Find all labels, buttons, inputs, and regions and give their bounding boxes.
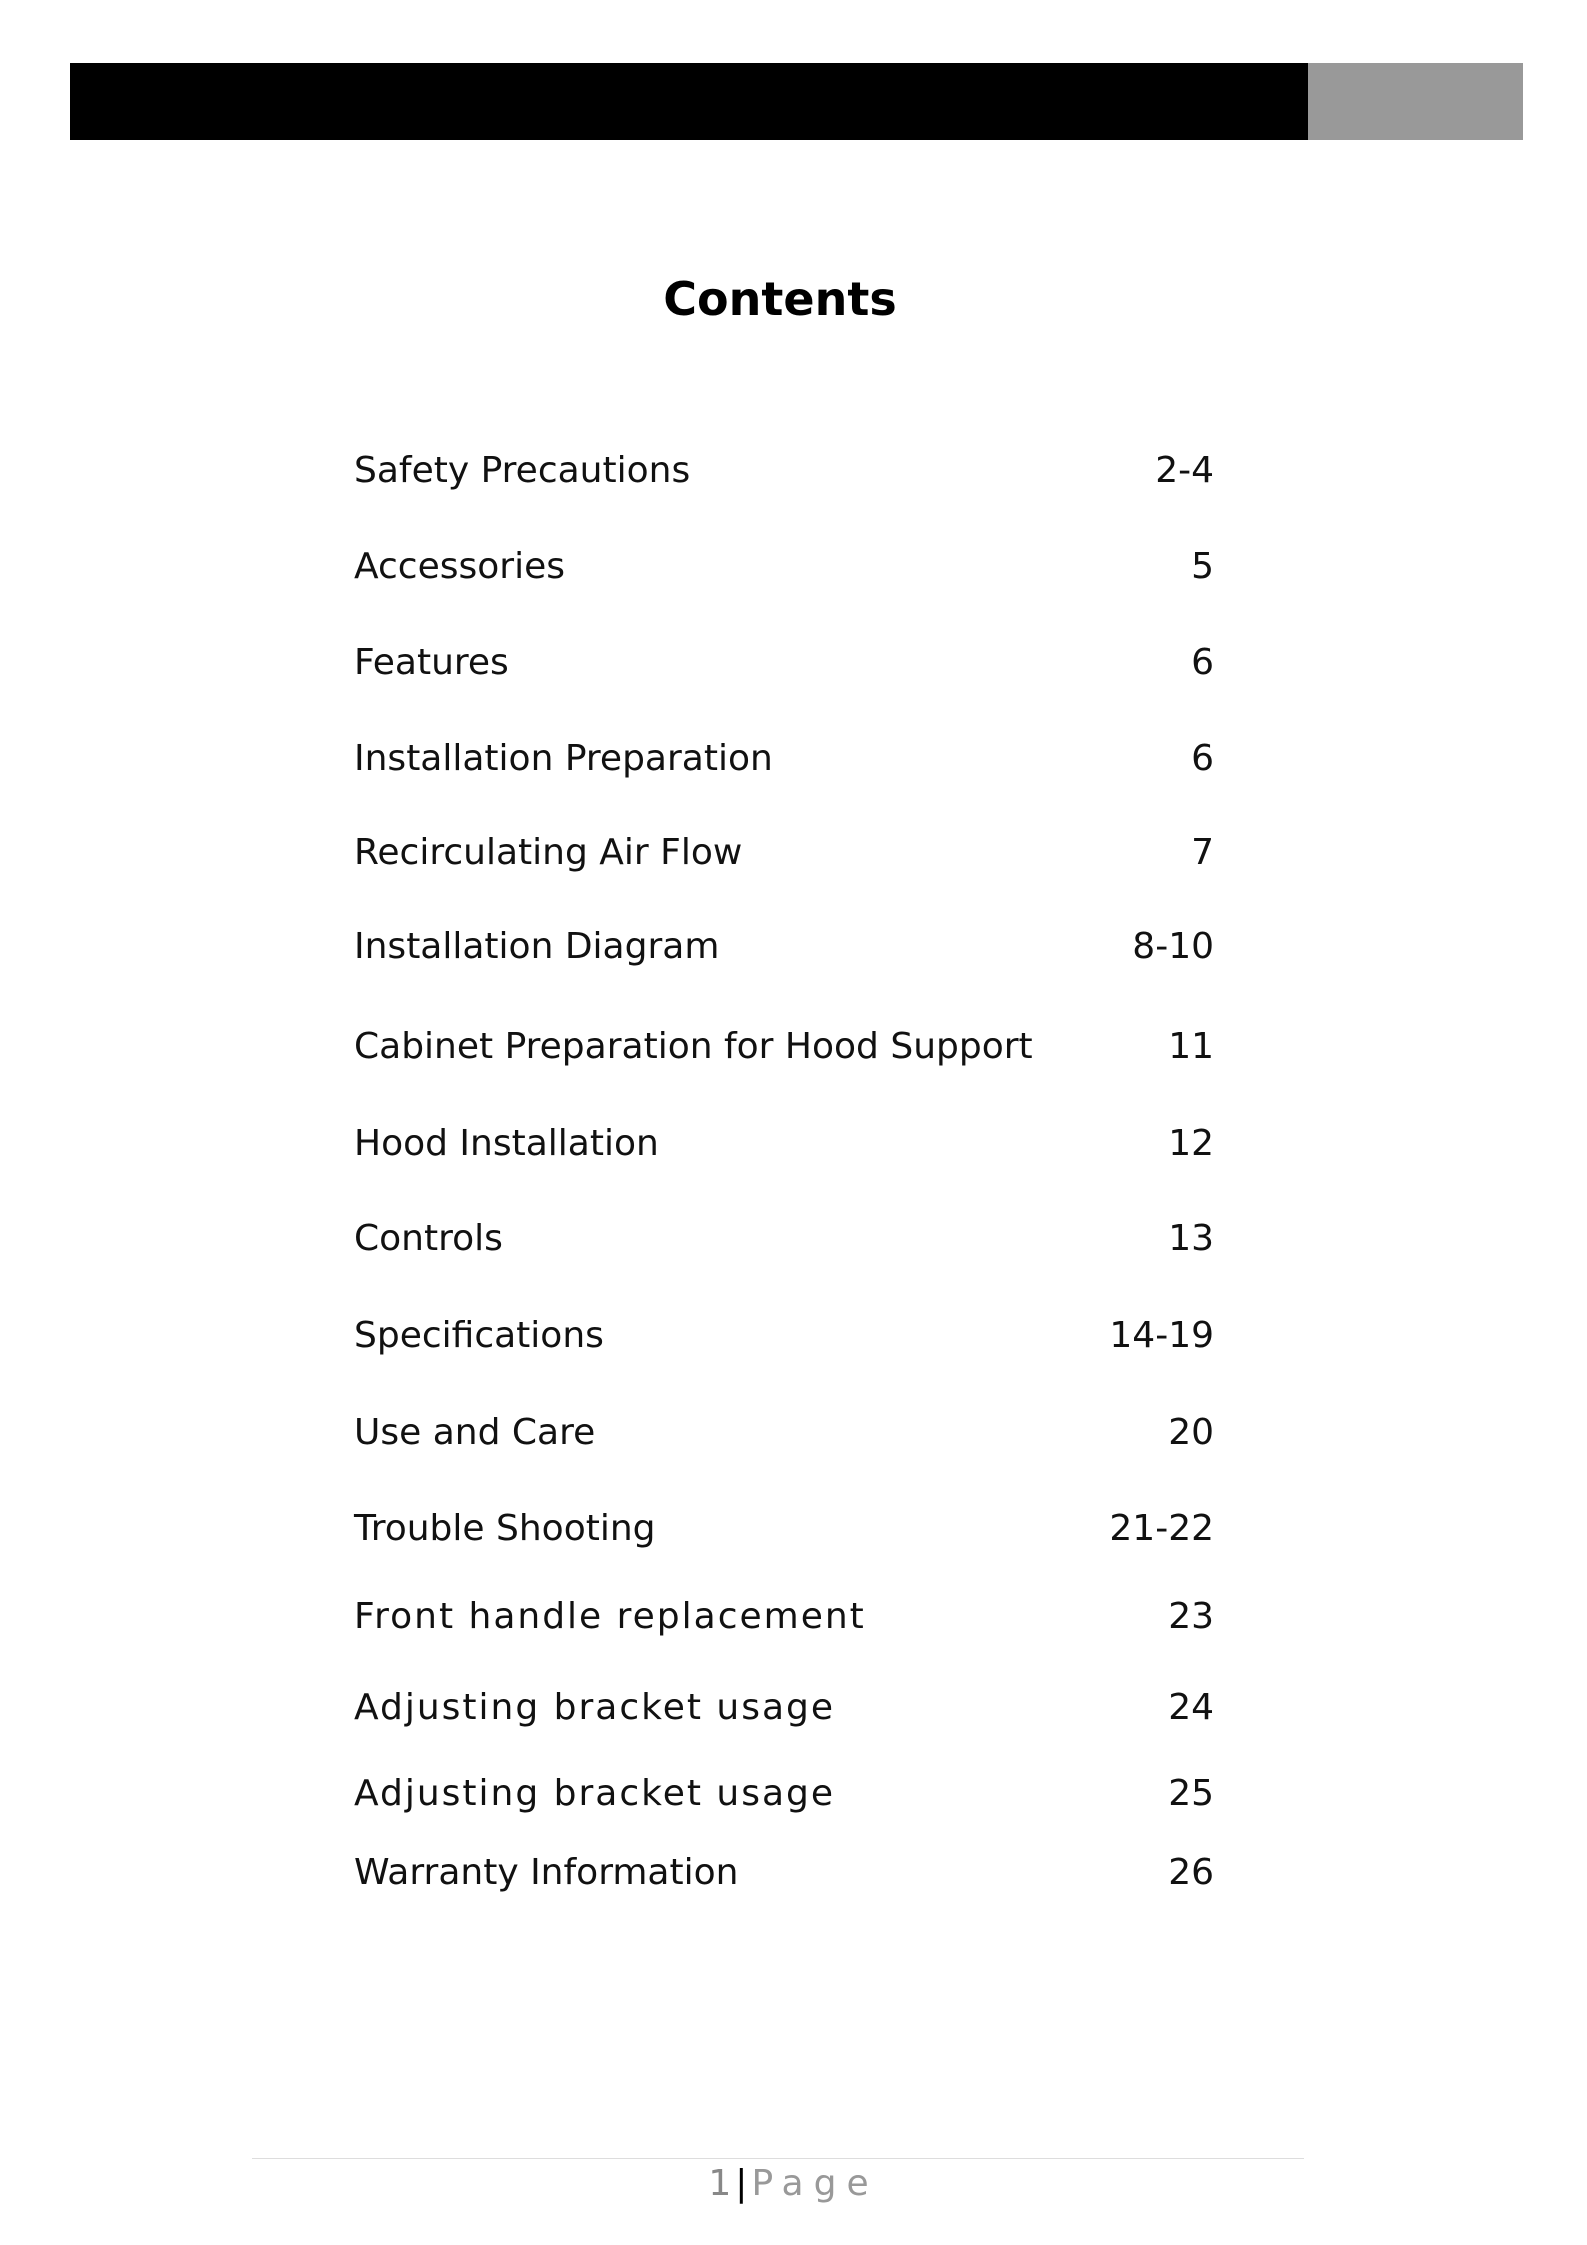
toc-item-label: Adjusting bracket usage	[354, 1772, 836, 1814]
toc-item-page: 13	[1168, 1217, 1214, 1259]
toc-item-page: 6	[1191, 737, 1214, 779]
toc-item-page: 21-22	[1109, 1507, 1214, 1549]
toc-item-page: 20	[1168, 1411, 1214, 1453]
footer-divider	[252, 2158, 1304, 2159]
toc-item[interactable]	[354, 1113, 1214, 1173]
toc-item-page: 5	[1191, 545, 1214, 587]
toc-item-label: Installation Diagram	[354, 925, 720, 967]
toc-item-label: Features	[354, 641, 509, 683]
toc-item[interactable]	[354, 1677, 1214, 1737]
toc-item[interactable]	[354, 916, 1214, 976]
toc-item-label: Adjusting bracket usage	[354, 1686, 836, 1728]
toc-item-page: 25	[1168, 1772, 1214, 1814]
toc-item-label: Warranty Information	[354, 1851, 739, 1893]
header-band-black	[70, 63, 1308, 140]
toc-item-label: Controls	[354, 1217, 503, 1259]
toc-item-label: Recirculating Air Flow	[354, 831, 743, 873]
toc-item[interactable]	[354, 1763, 1214, 1823]
toc-item-page: 26	[1168, 1851, 1214, 1893]
toc-item-label: Safety Precautions	[354, 449, 691, 491]
toc-item-page: 11	[1168, 1025, 1214, 1067]
toc-item[interactable]	[354, 440, 1214, 500]
toc-item[interactable]	[354, 1305, 1214, 1365]
toc-item-label: Cabinet Preparation for Hood Support	[354, 1025, 1033, 1067]
footer-page-number: 1	[708, 2163, 732, 2204]
toc-item-label: Accessories	[354, 545, 565, 587]
toc-item[interactable]	[354, 536, 1214, 596]
toc-item[interactable]	[354, 632, 1214, 692]
toc-item[interactable]	[354, 1016, 1214, 1076]
footer-page-word: Page	[751, 2163, 879, 2204]
toc-item-page: 23	[1168, 1595, 1214, 1637]
toc-item-page: 24	[1168, 1686, 1214, 1728]
toc-item[interactable]	[354, 1586, 1214, 1646]
toc-item-label: Trouble Shooting	[354, 1507, 656, 1549]
toc-item-page: 8-10	[1132, 925, 1214, 967]
toc-item[interactable]	[354, 1208, 1214, 1268]
header-band-gray	[1308, 63, 1523, 140]
toc-item-page: 2-4	[1155, 449, 1214, 491]
toc-item[interactable]	[354, 728, 1214, 788]
toc-item-label: Specifications	[354, 1314, 604, 1356]
toc-item-page: 14-19	[1109, 1314, 1214, 1356]
header-band	[70, 63, 1523, 140]
toc-item-label: Use and Care	[354, 1411, 596, 1453]
toc-item-label: Hood Installation	[354, 1122, 659, 1164]
toc-item-label: Front handle replacement	[354, 1595, 866, 1637]
toc-item-page: 7	[1191, 831, 1214, 873]
toc-item[interactable]	[354, 1498, 1214, 1558]
page-footer	[0, 2163, 1587, 2204]
toc-item-label: Installation Preparation	[354, 737, 773, 779]
toc-item[interactable]	[354, 1842, 1214, 1902]
toc-item-page: 12	[1168, 1122, 1214, 1164]
toc-item[interactable]	[354, 822, 1214, 882]
page-title: Contents	[663, 272, 897, 326]
toc-item-page: 6	[1191, 641, 1214, 683]
footer-separator: |	[735, 2163, 748, 2204]
toc-item[interactable]	[354, 1402, 1214, 1462]
